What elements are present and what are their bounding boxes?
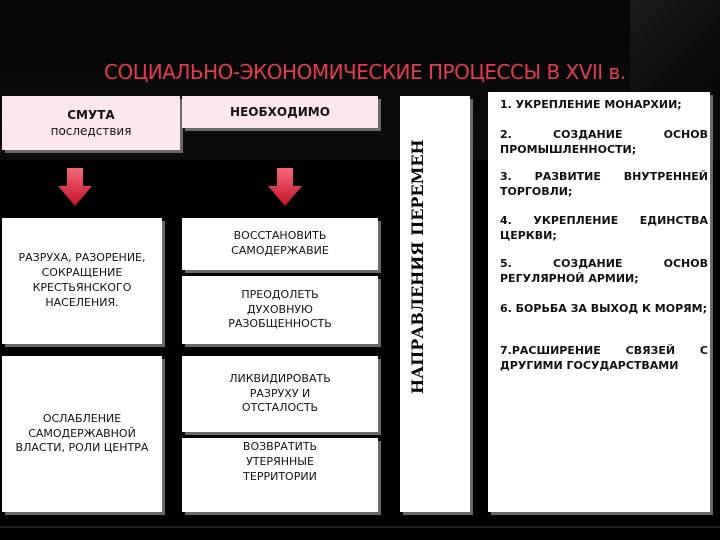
directions-vertical-label-wrap	[400, 96, 470, 512]
arrow-down-icon	[268, 168, 302, 206]
direction-item: 7.РАСШИРЕНИЕ СВЯЗЕЙ С ДРУГИМИ ГОСУДАРСТВАМИ	[500, 344, 708, 372]
smuta-title: СМУТА	[67, 107, 115, 122]
action-text: ВОССТАНОВИТЬ САМОДЕРЖАВИЕ	[231, 229, 329, 257]
direction-item: 5. СОЗДАНИЕ ОСНОВ РЕГУЛЯРНОЙ АРМИИ;	[500, 257, 708, 285]
direction-item: 2. СОЗДАНИЕ ОСНОВ ПРОМЫШЛЕННОСТИ;	[500, 128, 708, 156]
necessary-header-box	[182, 96, 378, 128]
arrow-down-icon	[58, 168, 92, 206]
action-box	[182, 438, 378, 512]
smuta-header-box	[2, 96, 180, 150]
consequence-text: РАЗРУХА, РАЗОРЕНИЕ, СОКРАЩЕНИЕ КРЕСТЬЯНСКОГО НАСЕЛЕНИЯ.	[18, 251, 146, 309]
action-box	[182, 276, 378, 344]
action-box	[182, 218, 378, 270]
directions-vertical-label: НАПРАВЛЕНИЯ ПЕРЕМЕН	[408, 139, 427, 394]
direction-item: 3. РАЗВИТИЕ ВНУТРЕННЕЙ ТОРГОВЛИ;	[500, 170, 708, 198]
direction-item: 4. УКРЕПЛЕНИЕ ЕДИНСТВА ЦЕРКВИ;	[500, 214, 708, 242]
consequence-box	[2, 356, 162, 512]
direction-item: 1. УКРЕПЛЕНИЕ МОНАРХИИ;	[500, 98, 682, 111]
necessary-title: НЕОБХОДИМО	[230, 104, 330, 119]
action-box	[182, 356, 378, 432]
consequence-box	[2, 218, 162, 344]
action-text: ЛИКВИДИРОВАТЬ РАЗРУХУ И ОТСТАЛОСТЬ	[229, 371, 331, 415]
direction-item: 6. БОРЬБА ЗА ВЫХОД К МОРЯМ;	[500, 302, 707, 315]
smuta-subtitle: последствия	[50, 124, 132, 138]
action-text: ПРЕОДОЛЕТЬ ДУХОВНУЮ РАЗОБЩЕННОСТЬ	[228, 287, 332, 331]
bottom-divider	[0, 526, 720, 528]
consequence-text: ОСЛАБЛЕНИЕ САМОДЕРЖАВНОЙ ВЛАСТИ, РОЛИ ЦЕНТРА	[15, 411, 149, 455]
action-text: ВОЗВРАТИТЬ УТЕРЯННЫЕ ТЕРРИТОРИИ	[242, 440, 318, 483]
slide-title: СОЦИАЛЬНО-ЭКОНОМИЧЕСКИЕ ПРОЦЕССЫ В XVII в.	[104, 60, 626, 84]
